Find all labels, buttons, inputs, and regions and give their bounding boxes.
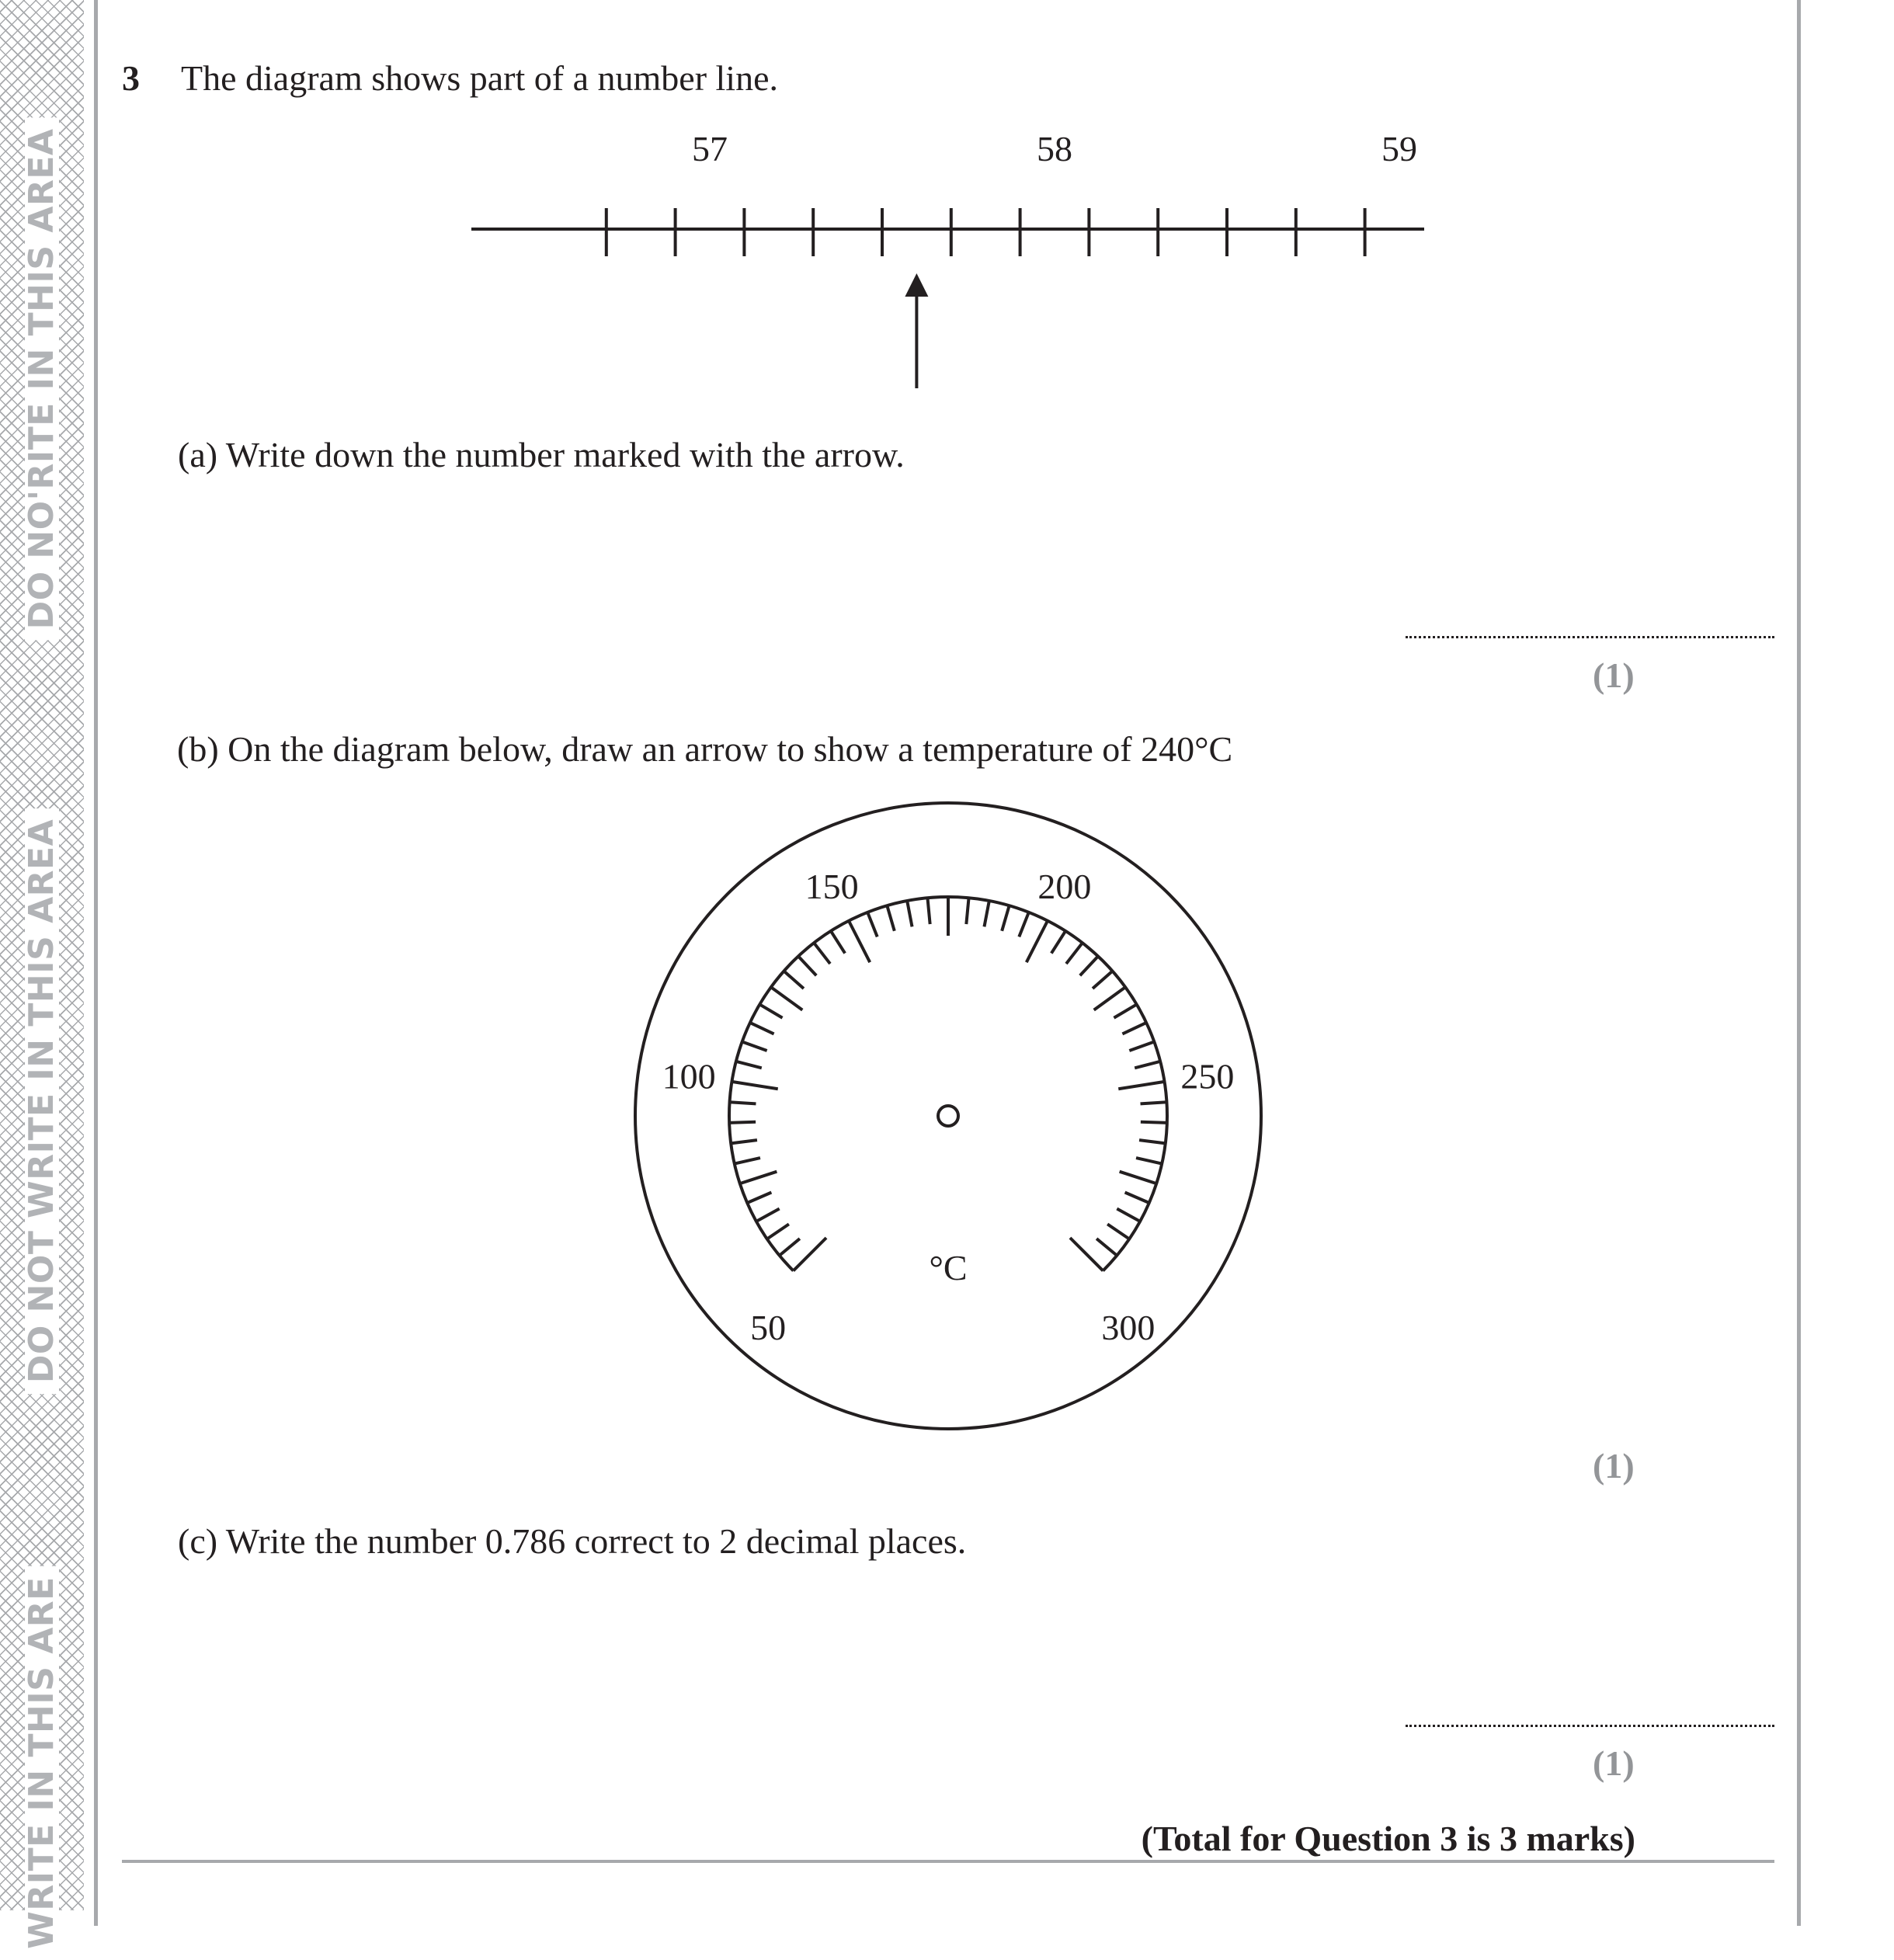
dial-minor-tick: [736, 1062, 762, 1068]
dial-minor-tick: [1122, 1023, 1146, 1034]
dial-label-tick: [1070, 1238, 1103, 1270]
number-line-label: 58: [1037, 129, 1072, 169]
dial-minor-tick: [831, 931, 845, 954]
question-number: 3: [122, 58, 140, 98]
dial-minor-tick: [1019, 912, 1029, 937]
dial-minor-tick: [747, 1192, 771, 1203]
dial-label-tick: [794, 1238, 826, 1270]
number-line-label: 59: [1381, 129, 1417, 169]
dial-major-tick: [1094, 987, 1125, 1010]
dial-major-tick: [740, 1172, 777, 1183]
dial-minor-tick: [984, 901, 989, 926]
dial-unit-label: °C: [929, 1248, 968, 1288]
dial-major-tick: [771, 987, 802, 1010]
dial-minor-tick: [767, 1224, 789, 1239]
part-b-mark: (1): [1593, 1446, 1635, 1486]
dial-minor-tick: [731, 1140, 757, 1143]
dial-minor-tick: [1139, 1140, 1166, 1143]
dial-minor-tick: [1125, 1192, 1149, 1203]
dial-scale-label: 50: [750, 1307, 787, 1347]
dial-minor-tick: [1080, 956, 1098, 975]
dial-scale-label: 150: [805, 866, 859, 906]
dial-minor-tick: [867, 912, 877, 937]
dial-minor-tick: [1002, 905, 1009, 931]
dial-scale-label: 100: [662, 1056, 716, 1096]
margin-warning-middle: DO NOT WRITE IN THIS AREA: [25, 808, 59, 1394]
dial-minor-tick: [1114, 1004, 1136, 1017]
page-border-left: [94, 0, 106, 1926]
do-not-write-margin: [0, 0, 84, 1949]
dial-minor-tick: [814, 943, 830, 964]
dial-minor-tick: [784, 971, 804, 989]
part-c-prompt: (c) Write the number 0.786 correct to 2 decimal places.: [178, 1521, 967, 1561]
dial-minor-tick: [966, 898, 968, 924]
dial-minor-tick: [927, 898, 930, 924]
dial-label-tick: [1118, 1082, 1164, 1089]
dial-minor-tick: [1135, 1062, 1160, 1068]
margin-warning-top: DO NO'RITE IN THIS AREA: [25, 118, 59, 641]
page-border-right: [1792, 0, 1801, 1926]
dial-scale-arc: [729, 897, 1167, 1270]
number-line-label: 57: [692, 129, 728, 169]
dial-minor-tick: [1066, 943, 1083, 964]
dial-minor-tick: [1141, 1102, 1167, 1103]
part-a-answer-line[interactable]: [1406, 636, 1774, 638]
dial-scale-label: 250: [1180, 1056, 1235, 1096]
dial-minor-tick: [756, 1208, 780, 1221]
dial-minor-tick: [798, 956, 816, 975]
dial-minor-tick: [1096, 1239, 1117, 1256]
dial-scale-label: 200: [1037, 866, 1092, 906]
dial-minor-tick: [742, 1041, 767, 1051]
question-intro: The diagram shows part of a number line.: [181, 58, 778, 98]
margin-warning-bottom: WRITE IN THIS ARE: [25, 1566, 59, 1959]
dial-label-tick: [732, 1082, 777, 1089]
dial-minor-tick: [780, 1239, 800, 1256]
dial-minor-tick: [759, 1004, 782, 1017]
part-c-mark: (1): [1593, 1743, 1635, 1783]
dial-label-tick: [1027, 921, 1048, 962]
dial-minor-tick: [729, 1122, 756, 1123]
part-c-answer-line[interactable]: [1406, 1725, 1774, 1727]
dial-minor-tick: [1117, 1208, 1140, 1221]
dial-minor-tick: [1093, 971, 1113, 989]
number-line-arrow-head: [905, 273, 928, 297]
part-a-prompt: (a) Write down the number marked with the arrow.: [178, 435, 905, 474]
part-b-prompt: (b) On the diagram below, draw an arrow to show a temperature of 240°C: [177, 729, 1233, 769]
dial-outer-circle: [635, 803, 1261, 1429]
dial-major-tick: [1120, 1172, 1157, 1183]
dial-minor-tick: [750, 1023, 774, 1034]
dial-minor-tick: [907, 901, 912, 926]
dial-minor-tick: [1129, 1041, 1154, 1051]
dial-centre-pivot: [938, 1106, 958, 1126]
dial-minor-tick: [1136, 1158, 1162, 1163]
dial-minor-tick: [887, 905, 894, 931]
question-total: (Total for Question 3 is 3 marks): [1141, 1819, 1635, 1858]
question-end-rule: [122, 1860, 1774, 1863]
dial-label-tick: [849, 921, 870, 962]
dial-minor-tick: [1107, 1224, 1129, 1239]
dial-minor-tick: [1141, 1122, 1167, 1123]
dial-minor-tick: [735, 1158, 760, 1163]
dial-minor-tick: [730, 1102, 756, 1103]
dial-minor-tick: [1051, 931, 1065, 954]
part-a-mark: (1): [1593, 655, 1635, 695]
dial-scale-label: 300: [1101, 1307, 1156, 1347]
